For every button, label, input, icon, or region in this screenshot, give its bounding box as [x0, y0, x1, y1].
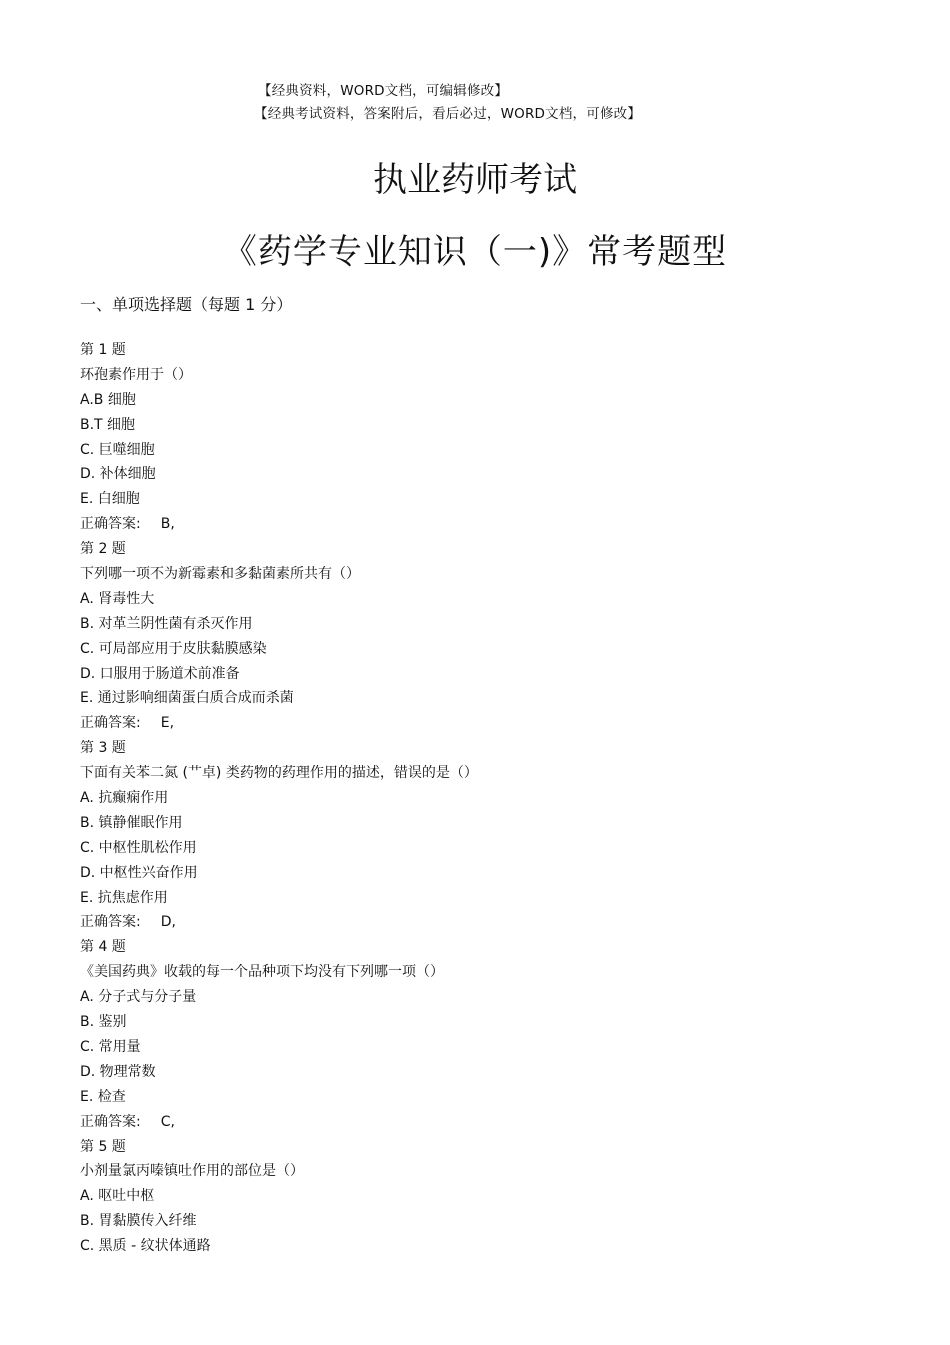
answer-option: E. 抗焦虑作用	[80, 889, 168, 906]
answer-option: B.T 细胞	[80, 416, 136, 433]
answer-option: A. 分子式与分子量	[80, 989, 197, 1006]
correct-answer-label: 正确答案:	[80, 1113, 141, 1130]
question-block	[80, 539, 900, 738]
question-stem: 小剂量氯丙嗪镇吐作用的部位是（）	[80, 1163, 304, 1180]
question-number: 第 5 题	[80, 1138, 126, 1155]
question-list	[80, 340, 900, 1261]
answer-option: D. 物理常数	[80, 1063, 156, 1080]
answer-option: D. 中枢性兴奋作用	[80, 864, 198, 881]
answer-option: B. 镇静催眠作用	[80, 814, 183, 831]
correct-answer-value: B,	[160, 516, 175, 533]
question-block	[80, 340, 900, 539]
question-number: 第 4 题	[80, 939, 126, 956]
answer-option: B. 对革兰阴性菌有杀灭作用	[80, 615, 253, 632]
section-heading: 一、单项选择题（每题 1 分）	[80, 295, 293, 314]
header-line-1: 【经典资料，WORD文档，可编辑修改】	[258, 83, 509, 99]
correct-answer-value: E,	[160, 715, 175, 732]
header-line-2: 【经典考试资料，答案附后，看后必过，WORD文档，可修改】	[254, 106, 642, 122]
answer-option: E. 白细胞	[80, 491, 140, 508]
answer-option: A. 抗癫痫作用	[80, 790, 169, 807]
answer-option: D. 补体细胞	[80, 466, 156, 483]
correct-answer-label: 正确答案:	[80, 516, 141, 533]
answer-option: C. 中枢性肌松作用	[80, 839, 197, 856]
correct-answer	[80, 912, 900, 937]
correct-answer-label: 正确答案:	[80, 715, 141, 732]
question-stem: 下面有关苯二氮 (艹卓) 类药物的药理作用的描述，错误的是（）	[80, 765, 478, 782]
question-number: 第 1 题	[80, 342, 126, 358]
answer-option: D. 口服用于肠道术前准备	[80, 665, 240, 682]
correct-answer	[80, 514, 900, 539]
correct-answer-label: 正确答案:	[80, 914, 141, 931]
correct-answer	[80, 1112, 900, 1137]
answer-option: C. 黑质 - 纹状体通路	[80, 1238, 211, 1255]
answer-option: B. 鉴别	[80, 1014, 127, 1031]
question-stem: 环孢素作用于（）	[80, 366, 192, 383]
answer-option: A.B 细胞	[80, 391, 136, 408]
correct-answer-value: C,	[160, 1113, 175, 1130]
answer-option: C. 常用量	[80, 1038, 141, 1055]
correct-answer	[80, 713, 900, 738]
answer-option: B. 胃黏膜传入纤维	[80, 1213, 197, 1230]
question-block	[80, 1137, 900, 1261]
answer-option: A. 呕吐中枢	[80, 1188, 155, 1205]
answer-option: A. 肾毒性大	[80, 590, 155, 607]
answer-option: C. 可局部应用于皮肤黏膜感染	[80, 640, 267, 657]
question-number: 第 2 题	[80, 541, 126, 558]
question-block	[80, 738, 900, 937]
document-title: 执业药师考试	[373, 160, 577, 200]
answer-option: E. 通过影响细菌蛋白质合成而杀菌	[80, 690, 294, 707]
answer-option: E. 检查	[80, 1088, 126, 1105]
question-number: 第 3 题	[80, 740, 126, 757]
question-block	[80, 937, 900, 1136]
correct-answer-value: D,	[160, 914, 176, 931]
question-stem: 《美国药典》收载的每一个品种项下均没有下列哪一项（）	[80, 964, 444, 981]
document-subtitle: 《药学专业知识（一)》常考题型	[222, 232, 728, 272]
question-stem: 下列哪一项不为新霉素和多黏菌素所共有（）	[80, 566, 360, 583]
answer-option: C. 巨噬细胞	[80, 441, 155, 458]
